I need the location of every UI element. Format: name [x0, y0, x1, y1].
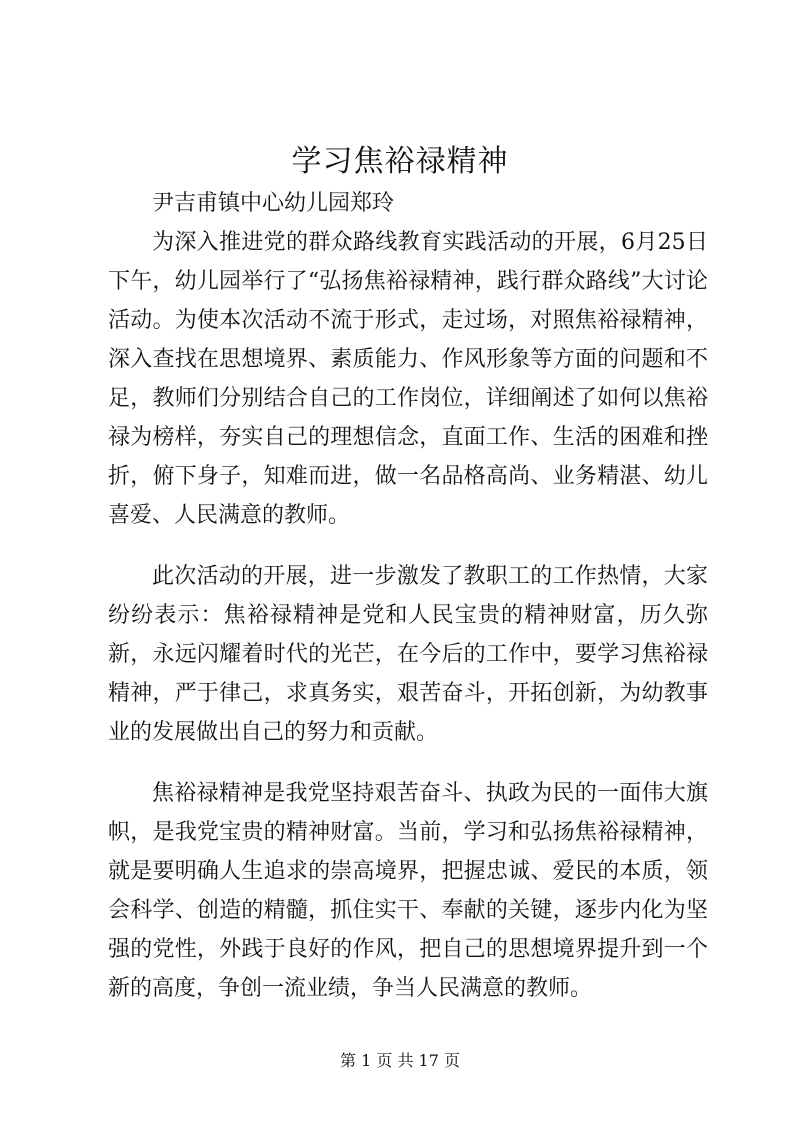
- document-title: 学习焦裕禄精神: [291, 144, 509, 179]
- author-line: 尹吉甫镇中心幼儿园郑玲: [152, 191, 395, 216]
- paragraph-2: 此次活动的开展，进一步激发了教职工的工作热情，大家纷纷表示：焦裕禄精神是党和人民宝贵的精神财富，历久弥新，永远闪耀着时代的光芒，在今后的工作中，要学习焦裕禄精神，严于律己，求真务实，艰苦奋斗，开拓创新，为幼教事业的发展做出自己的努力和贡献。: [108, 564, 708, 745]
- page-number-footer: 第 1 页 共 17 页: [340, 1051, 460, 1070]
- document-body: [108, 184, 708, 1030]
- paragraph-1: 为深入推进党的群众路线教育实践活动的开展，6月25日下午，幼儿园举行了“弘扬焦裕禄精神，践行群众路线”大讨论活动。为使本次活动不流于形式，走过场，对照焦裕禄精神，深入查找在思想境界、素质能力、作风形象等方面的问题和不足，教师们分别结合自己的工作岗位，详细阐述了如何以焦裕禄为榜样，夯实自己的理想信念，直面工作、生活的困难和挫折，俯下身子，知难而进，做一名品格高尚、业务精湛、幼儿喜爱、人民满意的教师。: [108, 230, 708, 528]
- paragraph-3: 焦裕禄精神是我党坚持艰苦奋斗、执政为民的一面伟大旗帜，是我党宝贵的精神财富。当前，学习和弘扬焦裕禄精神，就是要明确人生追求的崇高境界，把握忠诚、爱民的本质，领会科学、创造的精髓，抓住实干、奉献的关键，逐步内化为坚强的党性，外践于良好的作风，把自己的思想境界提升到一个新的高度，争创一流业绩，争当人民满意的教师。: [108, 781, 708, 1001]
